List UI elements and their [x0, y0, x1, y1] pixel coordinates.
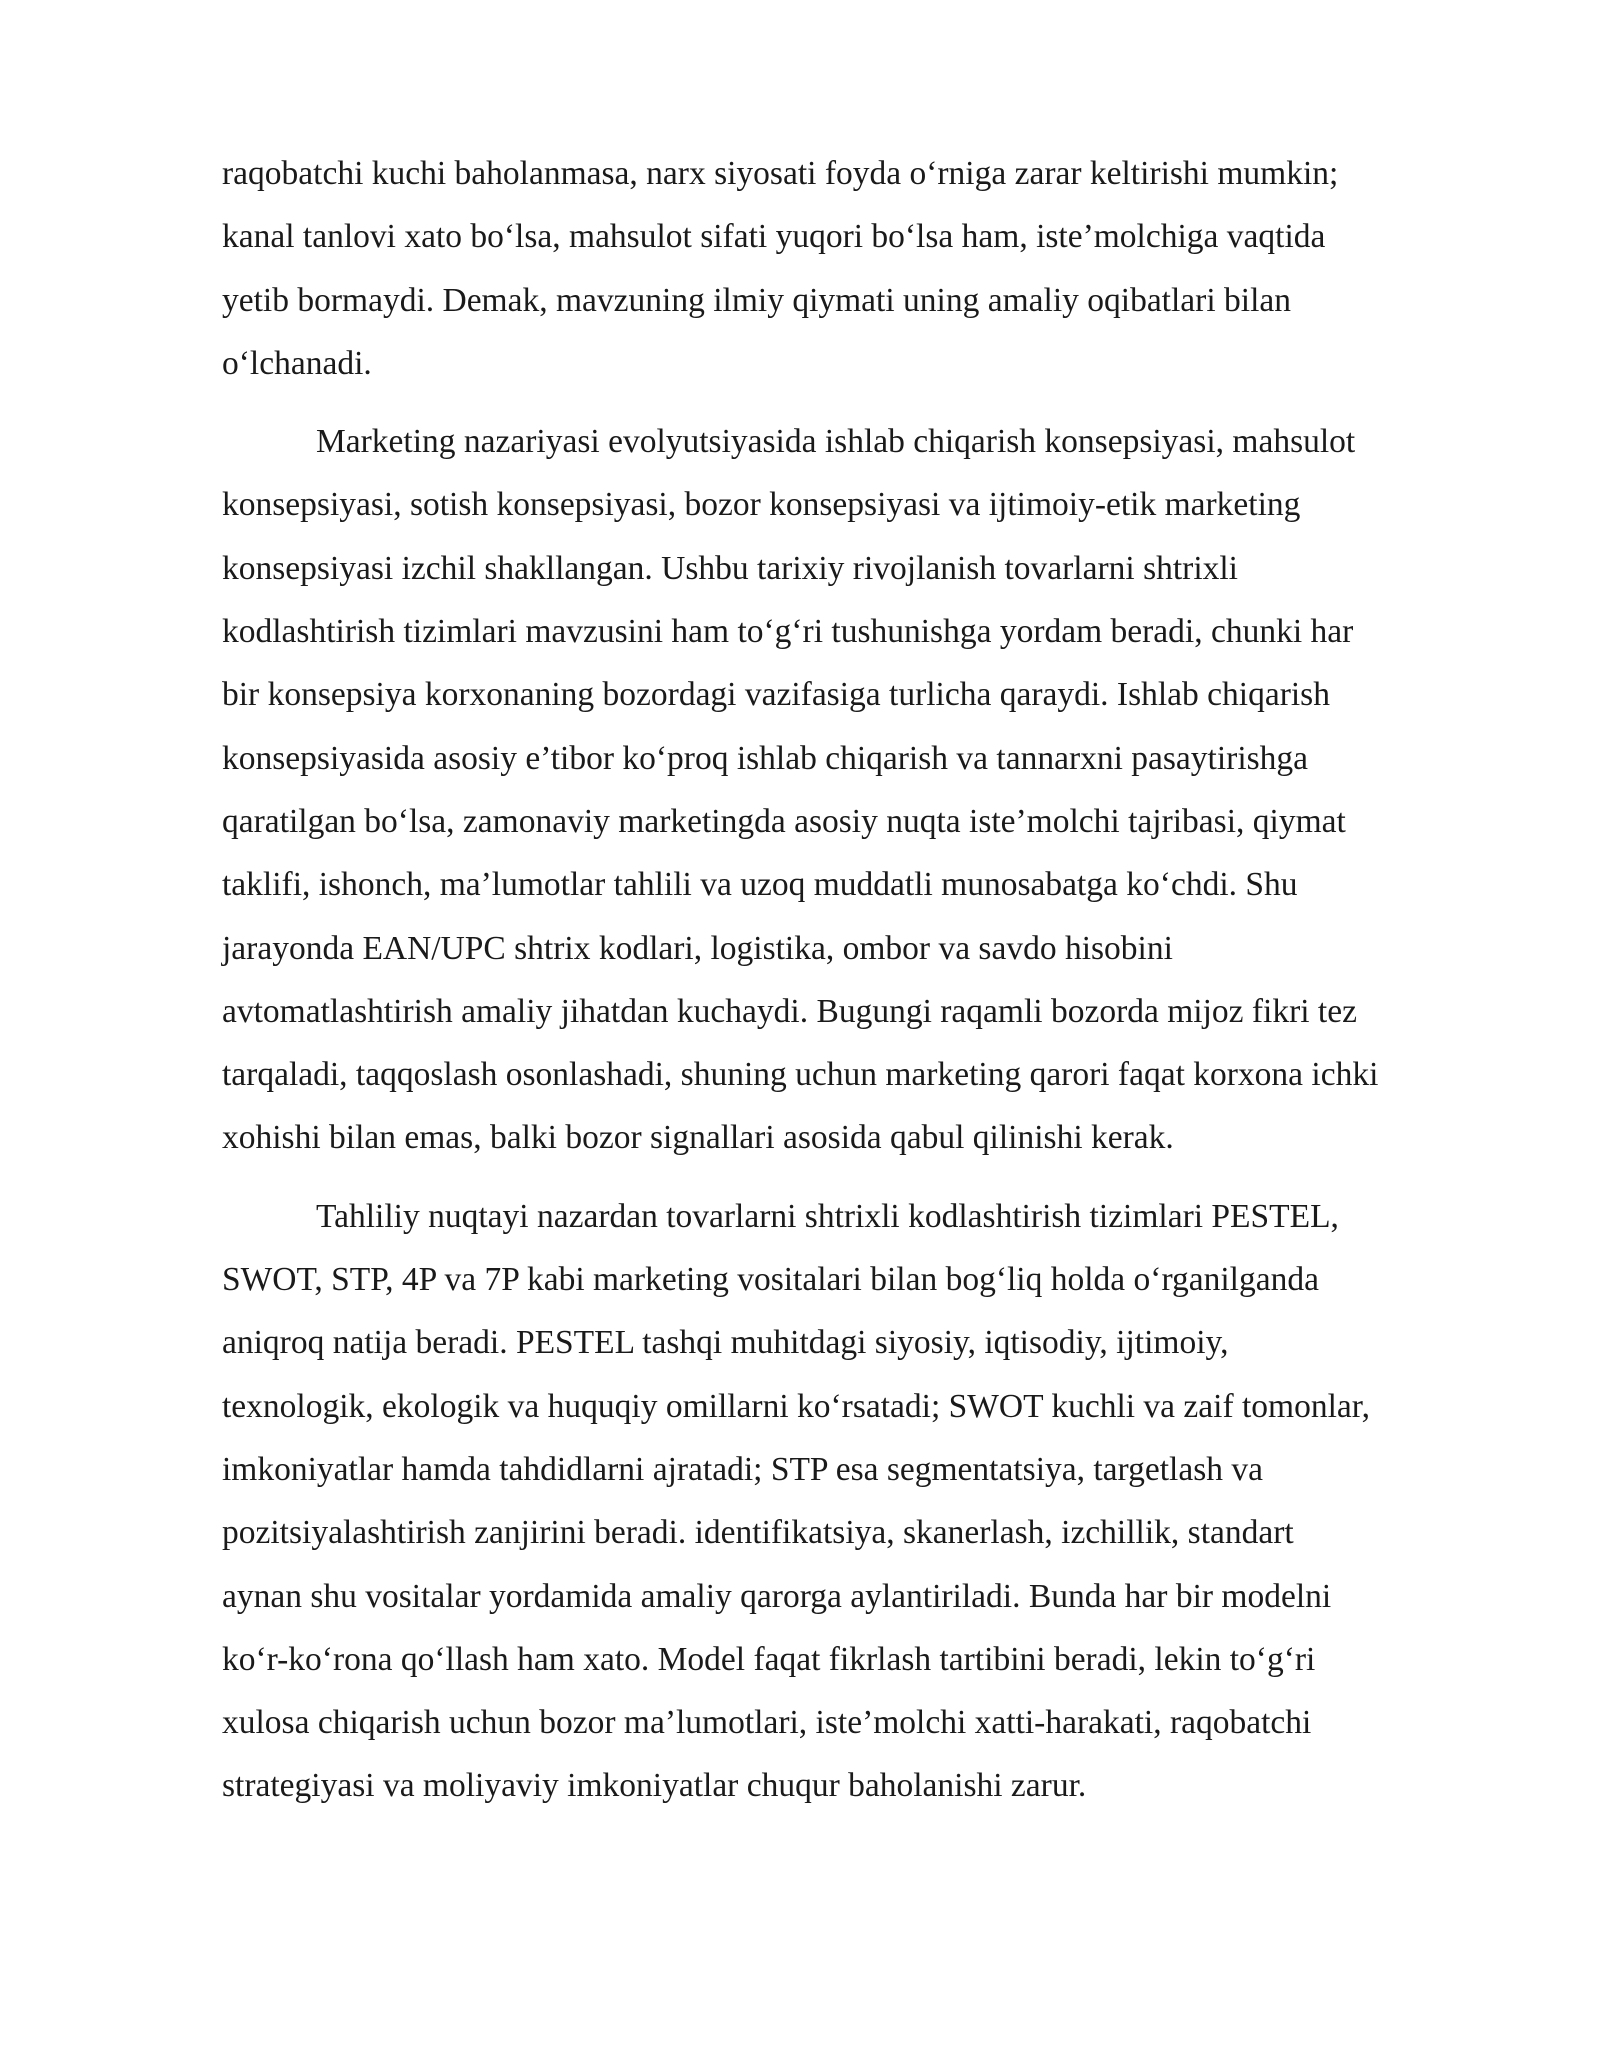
- paragraph-line: qaratilgan bo‘lsa, zamonaviy marketingda asosiy nuqta iste’molchi tajribasi, qiymat: [222, 802, 1346, 840]
- paragraph-line: o‘lchanadi.: [222, 344, 372, 382]
- paragraph-line: aynan shu vositalar yordamida amaliy qarorga aylantiriladi. Bunda har bir modelni: [222, 1577, 1332, 1615]
- paragraph-line: konsepsiyasi izchil shakllangan. Ushbu tarixiy rivojlanish tovarlarni shtrixli: [222, 549, 1238, 587]
- paragraph-line: konsepsiyasi, sotish konsepsiyasi, bozor konsepsiyasi va ijtimoiy-etik marketing: [222, 486, 1301, 524]
- paragraph-line: pozitsiyalashtirish zanjirini beradi. identifikatsiya, skanerlash, izchillik, standart: [222, 1514, 1294, 1552]
- paragraph-line: strategiyasi va moliyaviy imkoniyatlar chuqur baholanishi zarur.: [222, 1767, 1087, 1805]
- paragraph-3: [222, 1185, 1500, 1818]
- document-body: [222, 142, 1500, 1818]
- paragraph-line: xulosa chiqarish uchun bozor ma’lumotlari, iste’molchi xatti-harakati, raqobatchi: [222, 1704, 1312, 1742]
- paragraph-line: jarayonda EAN/UPC shtrix kodlari, logistika, ombor va savdo hisobini: [222, 929, 1173, 967]
- paragraph-line: ko‘r-ko‘rona qo‘llash ham xato. Model faqat fikrlash tartibini beradi, lekin to‘g‘ri: [222, 1640, 1316, 1678]
- paragraph-line: yetib bormaydi. Demak, mavzuning ilmiy qiymati uning amaliy oqibatlari bilan: [222, 281, 1291, 319]
- paragraph-1: [222, 142, 1500, 395]
- paragraph-line: xohishi bilan emas, balki bozor signallari asosida qabul qilinishi kerak.: [222, 1119, 1174, 1157]
- paragraph-line: imkoniyatlar hamda tahdidlarni ajratadi; STP esa segmentatsiya, targetlash va: [222, 1450, 1263, 1488]
- paragraph-line: raqobatchi kuchi baholanmasa, narx siyosati foyda o‘rniga zarar keltirishi mumkin;: [222, 155, 1339, 192]
- paragraph-line: bir konsepsiya korxonaning bozordagi vazifasiga turlicha qaraydi. Ishlab chiqarish: [222, 676, 1330, 714]
- paragraph-line: kodlashtirish tizimlari mavzusini ham to‘g‘ri tushunishga yordam beradi, chunki har: [222, 613, 1354, 651]
- paragraph-line: aniqroq natija beradi. PESTEL tashqi muhitdagi siyosiy, iqtisodiy, ijtimoiy,: [222, 1324, 1229, 1362]
- paragraph-spacing: [222, 1170, 1500, 1185]
- paragraph-line: taklifi, ishonch, ma’lumotlar tahlili va uzoq muddatli munosabatga ko‘chdi. Shu: [222, 866, 1298, 904]
- paragraph-first-line: Tahliliy nuqtayi nazardan tovarlarni shtrixli kodlashtirish tizimlari PESTEL,: [316, 1197, 1339, 1235]
- paragraph-2: [222, 410, 1500, 1170]
- paragraph-line: kanal tanlovi xato bo‘lsa, mahsulot sifati yuqori bo‘lsa ham, iste’molchiga vaqtida: [222, 218, 1326, 256]
- paragraph-line: avtomatlashtirish amaliy jihatdan kuchaydi. Bugungi raqamli bozorda mijoz fikri tez: [222, 992, 1357, 1030]
- paragraph-line: texnologik, ekologik va huquqiy omillarni ko‘rsatadi; SWOT kuchli va zaif tomonlar,: [222, 1387, 1370, 1425]
- paragraph-line: konsepsiyasida asosiy e’tibor ko‘proq ishlab chiqarish va tannarxni pasaytirishga: [222, 739, 1309, 777]
- paragraph-line: tarqaladi, taqqoslash osonlashadi, shuning uchun marketing qarori faqat korxona ichki: [222, 1056, 1379, 1094]
- paragraph-spacing: [222, 395, 1500, 410]
- paragraph-line: SWOT, STP, 4P va 7P kabi marketing vositalari bilan bog‘liq holda o‘rganilganda: [222, 1261, 1319, 1299]
- paragraph-first-line: Marketing nazariyasi evolyutsiyasida ishlab chiqarish konsepsiyasi, mahsulot: [316, 423, 1356, 461]
